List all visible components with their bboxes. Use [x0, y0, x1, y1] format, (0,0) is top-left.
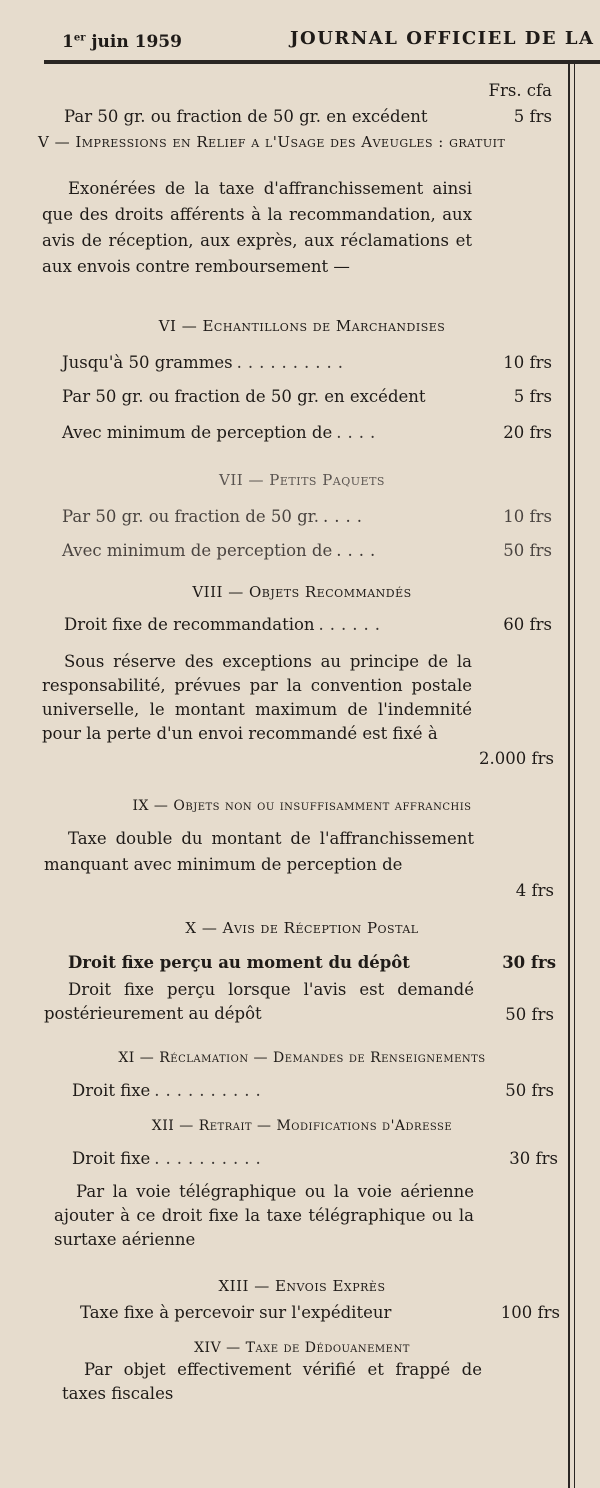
sec8-heading: VIII — Objets Recommandés	[192, 583, 412, 601]
sec5-para: Exonérées de la taxe d'affranchissement ainsi que des droits afférents à la recommandation, aux avis de réception, aux exprès, aux réclamations et aux envois contre remboursement —	[42, 179, 472, 276]
sec12-heading: XII — Retrait — Modifications d'Adresse	[151, 1118, 453, 1134]
page-header	[0, 26, 600, 56]
sec7-row-1: Par 50 gr. ou fraction de 50 gr. .... 10 frs	[62, 507, 552, 526]
sec6-row-2: Par 50 gr. ou fraction de 50 gr. en excédent 5 frs	[62, 387, 552, 406]
sec11-heading: XI — Réclamation — Demandes de Renseignements	[118, 1050, 486, 1066]
sec9-para: Taxe double du montant de l'affranchissement manquant avec minimum de perception de	[44, 829, 474, 874]
column-rule-secondary	[574, 62, 575, 1488]
sec8-row-1: Droit fixe de recommandation ...... 60 frs	[64, 615, 552, 634]
sec6-heading: VI — Echantillons de Marchandises	[158, 317, 446, 335]
sec12-para: Par la voie télégraphique ou la voie aérienne ajouter à ce droit fixe la taxe télégraphique ou la surtaxe aérienne	[54, 1182, 474, 1249]
sec6-row-3: Avec minimum de perception de .... 20 frs	[62, 423, 552, 442]
sec6-row-1: Jusqu'à 50 grammes .......... 10 frs	[62, 353, 552, 372]
sec10-para: Droit fixe perçu lorsque l'avis est demandé postérieurement au dépôt	[44, 980, 474, 1023]
sec12-row-1: Droit fixe .......... 30 frs	[72, 1149, 558, 1168]
sec10-heading: X — Avis de Réception Postal	[185, 919, 419, 937]
currency-label: Frs. cfa	[488, 81, 552, 100]
sec13-heading: XIII — Envois Exprès	[218, 1277, 386, 1295]
sec5-row: Par 50 gr. ou fraction de 50 gr. en excédent 5 frs	[64, 107, 552, 126]
journal-title: JOURNAL OFFICIEL DE LA	[290, 28, 595, 49]
sec8-para: Sous réserve des exceptions au principe de la responsabilité, prévues par la convention postale universelle, le montant maximum de l'indemnité pour la perte d'un envoi recommandé est fixé à	[42, 652, 472, 743]
sec7-row-2: Avec minimum de perception de .... 50 frs	[62, 541, 552, 560]
sec13-row-1: Taxe fixe à percevoir sur l'expéditeur 100 frs	[80, 1303, 560, 1322]
sec10-para-amount: 50 frs	[505, 1005, 554, 1024]
header-rule	[44, 60, 600, 64]
issue-date: 1er juin 1959	[62, 32, 182, 52]
sec14-para: Par objet effectivement vérifié et frappé de taxes fiscales	[62, 1360, 482, 1403]
sec14-heading: XIV — Taxe de Dédouanement	[194, 1340, 410, 1356]
sec11-row-1: Droit fixe .......... 50 frs	[72, 1081, 554, 1100]
column-rule	[568, 62, 570, 1488]
sec9-heading: IX — Objets non ou insuffisamment affranchis	[132, 798, 472, 814]
sec10-row-1: Droit fixe perçu au moment du dépôt 30 frs	[68, 953, 556, 972]
sec9-para-amount: 4 frs	[515, 881, 554, 900]
sec7-heading: VII — Petits Paquets	[219, 471, 385, 489]
sec5-heading: V — Impressions en Relief a l'Usage des Aveugles : gratuit	[38, 133, 506, 151]
sec8-para-amount: 2.000 frs	[479, 749, 554, 768]
